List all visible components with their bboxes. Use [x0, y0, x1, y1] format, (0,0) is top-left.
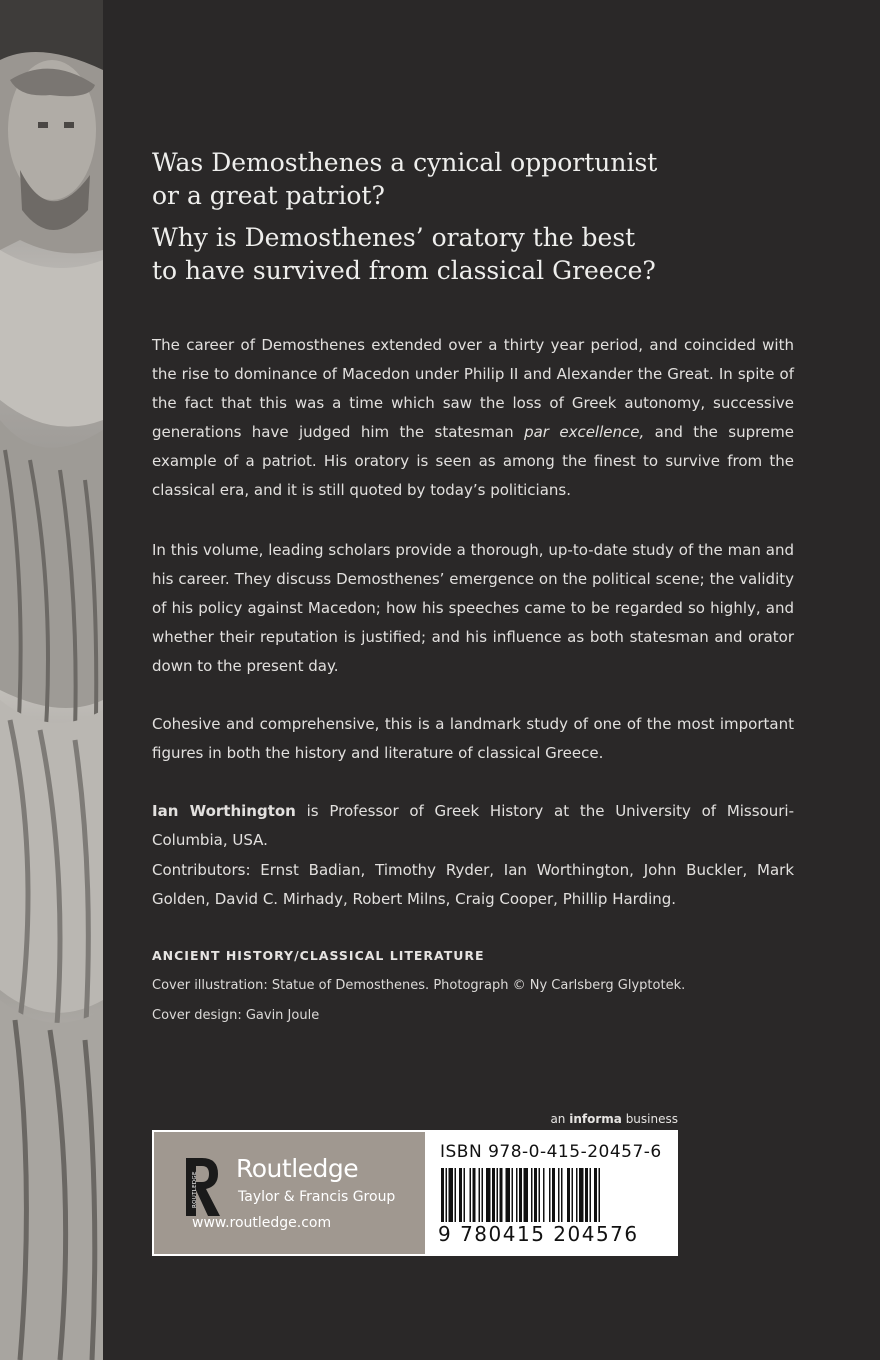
barcode-bar: [470, 1168, 472, 1222]
informa-business-tag: [550, 1112, 678, 1126]
barcode-bar: [449, 1168, 454, 1222]
publisher-barcode-box: [152, 1130, 678, 1256]
barcode-bar: [519, 1168, 522, 1222]
barcode-bar: [534, 1168, 537, 1222]
headline-line: Was Demosthenes a cynical opportunist: [152, 148, 658, 177]
statue-photo: [0, 0, 103, 1360]
barcode-bar: [459, 1168, 462, 1222]
cover-illustration-credit: Cover illustration: Statue of Demosthenes. Photograph © Ny Carlsberg Glyptotek.: [152, 978, 686, 993]
barcode: [441, 1168, 666, 1222]
barcode-bar: [590, 1168, 592, 1222]
barcode-bar: [549, 1168, 551, 1222]
contributors-list: Contributors: Ernst Badian, Timothy Ryder, Ian Worthington, John Buckler, Mark Golden, David C. Mirhady, Robert Milns, Craig Cooper, Phillip Harding.: [152, 861, 794, 908]
blurb-paragraph-3: Cohesive and comprehensive, this is a landmark study of one of the most important figures in both the history and literature of classical Greece.: [152, 715, 794, 762]
barcode-bar: [585, 1168, 588, 1222]
isbn-label: ISBN 978-0-415-20457-6: [440, 1142, 662, 1162]
barcode-bar: [543, 1168, 545, 1222]
barcode-bar: [492, 1168, 495, 1222]
barcode-bar: [446, 1168, 448, 1222]
barcode-bar: [572, 1168, 574, 1222]
barcode-bar: [599, 1168, 601, 1222]
blurb-paragraph-2: In this volume, leading scholars provide a thorough, up-to-date study of the man and his career. They discuss Demosthenes’ emergence on the political scene; the validity of his policy against Macedon; how his speeches came to be regarded so highly, and whether their reputation is justified; and his influence as both statesman and orator down to the present day.: [152, 541, 794, 675]
blurb-italic: par excellence,: [524, 423, 645, 441]
barcode-bar: [552, 1168, 555, 1222]
barcode-bar: [479, 1168, 481, 1222]
barcode-bar: [594, 1168, 597, 1222]
cover-design-credit: Cover design: Gavin Joule: [152, 1008, 320, 1023]
informa-suffix: business: [621, 1112, 678, 1126]
subject-category: ANCIENT HISTORY/CLASSICAL LITERATURE: [152, 948, 485, 963]
barcode-bar: [531, 1168, 533, 1222]
barcode-bar: [579, 1168, 584, 1222]
informa-prefix: an: [550, 1112, 570, 1126]
barcode-bar: [561, 1168, 563, 1222]
logo-vertical-text: ROUTLEDGE: [192, 1171, 198, 1208]
barcode-bar: [506, 1168, 511, 1222]
publisher-group: Taylor & Francis Group: [238, 1189, 396, 1205]
publisher-name: Routledge: [236, 1154, 359, 1183]
author-bio-text: is Professor of Greek History at the University of Missouri-Columbia, USA.: [152, 802, 794, 849]
blurb-text: The career of Demosthenes extended over a thirty year period, and coincided with the rise to dominance of Macedon under Philip II and Alexander the Great. In spite of the fact that this was a time which saw the loss of Greek autonomy, successive generations have judged him the statesman: [152, 336, 794, 441]
barcode-bar: [464, 1168, 466, 1222]
barcode-digits: 9 780415 204576: [438, 1222, 639, 1246]
publisher-url[interactable]: www.routledge.com: [192, 1215, 332, 1231]
barcode-bar: [473, 1168, 476, 1222]
publisher-panel: [154, 1132, 425, 1254]
headline-line: Why is Demosthenes’ oratory the best: [152, 223, 636, 252]
barcode-bar: [516, 1168, 518, 1222]
barcode-bar: [567, 1168, 570, 1222]
author-bio: [152, 797, 794, 855]
barcode-bar: [500, 1168, 503, 1222]
barcode-bar: [486, 1168, 491, 1222]
statue-illustration: [0, 0, 103, 1360]
headline-question-1: [152, 146, 792, 212]
informa-brand: informa: [569, 1112, 622, 1126]
blurb-text: and the supreme example of a patriot. His oratory is seen as among the finest to survive from the classical era, and it is still quoted by today’s politicians.: [152, 423, 794, 499]
author-name: Ian Worthington: [152, 802, 296, 820]
barcode-bar: [558, 1168, 560, 1222]
barcode-bar: [512, 1168, 514, 1222]
headline-line: or a great patriot?: [152, 181, 385, 210]
barcode-bar: [455, 1168, 457, 1222]
barcode-bar: [524, 1168, 529, 1222]
barcode-bar: [497, 1168, 499, 1222]
barcode-bar: [576, 1168, 578, 1222]
barcode-bar: [441, 1168, 444, 1222]
blurb-paragraph-1: [152, 331, 794, 505]
barcode-bar: [482, 1168, 484, 1222]
barcode-bar: [539, 1168, 541, 1222]
headline-line: to have survived from classical Greece?: [152, 256, 656, 285]
routledge-vertical-text: [188, 1158, 204, 1210]
headline-question-2: [152, 221, 792, 287]
